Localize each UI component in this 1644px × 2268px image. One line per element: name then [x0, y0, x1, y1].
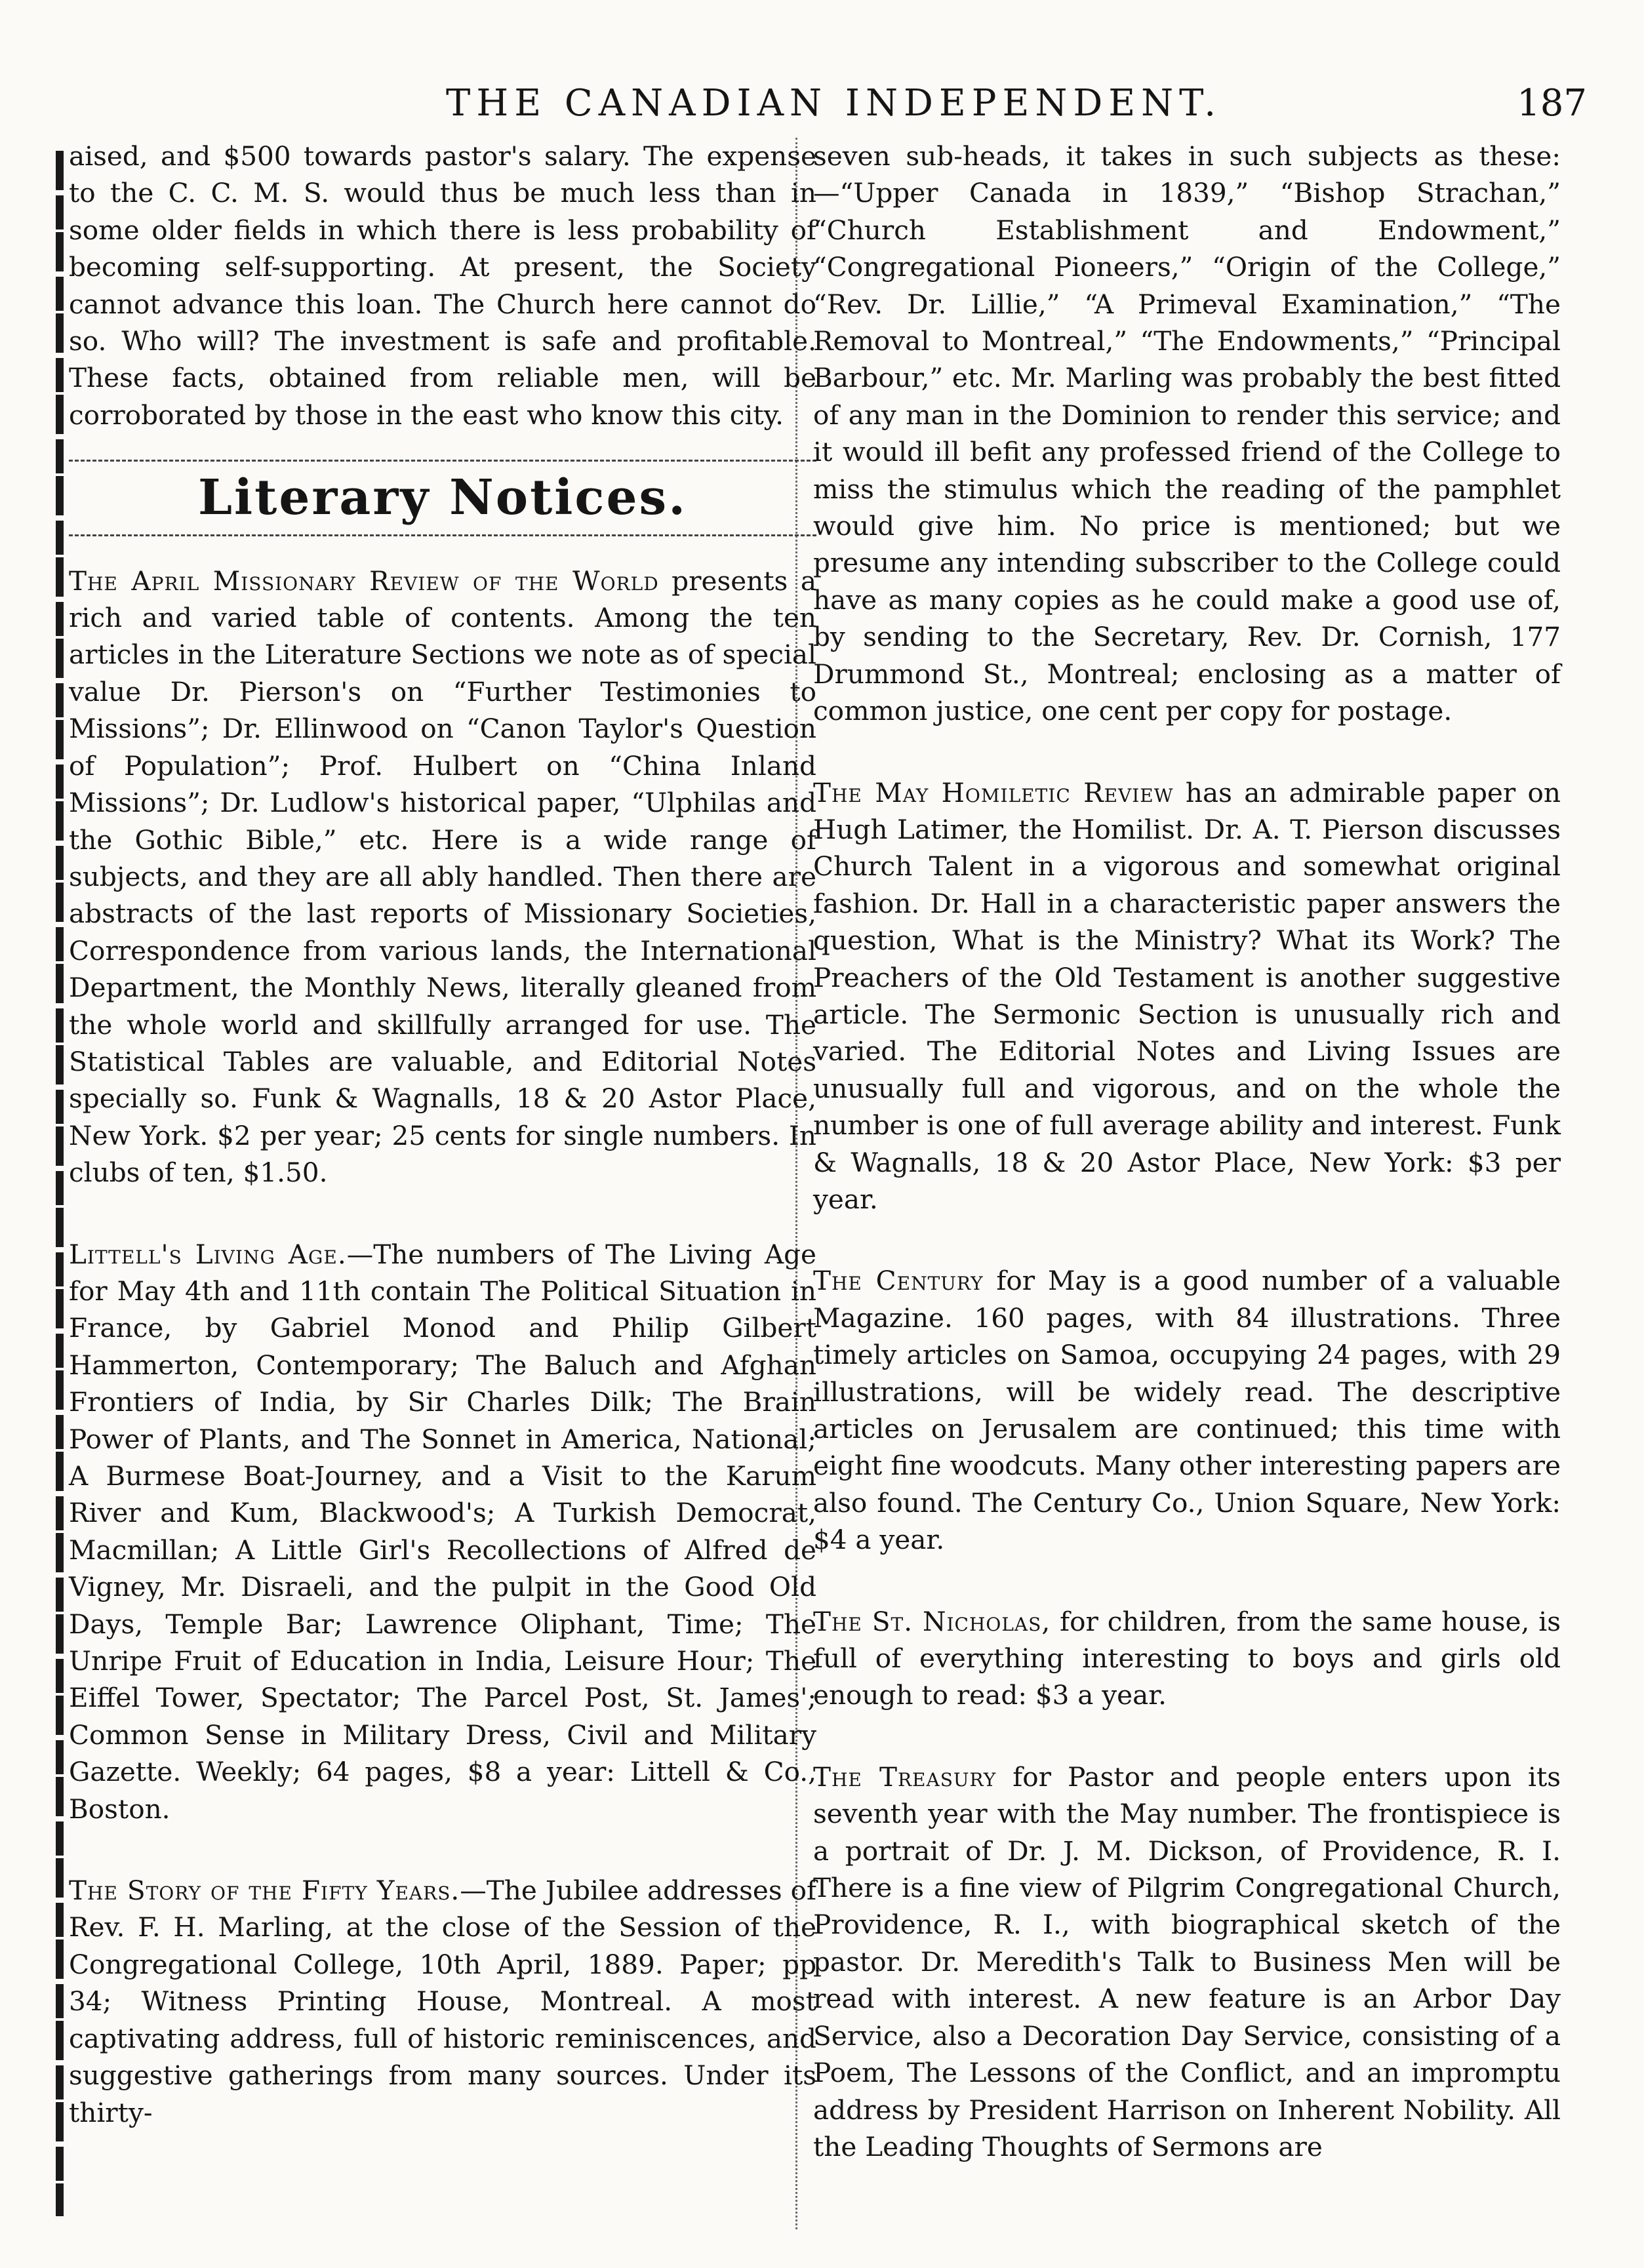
review-lead: The St. Nicholas,	[813, 1605, 1051, 1637]
rule-top	[69, 460, 816, 462]
rule-bottom	[69, 534, 816, 536]
continuation-paragraph: seven sub-heads, it takes in such subjects as these:—“Upper Canada in 1839,” “Bishop Strachan,” “Church Establishment and Endowment,” “Congregational Pioneers,” “Origin of the College,” “Rev. Dr. Lillie,” “A Primeval Examination,” “The Removal to Montreal,” “The Endowments,” “Principal Barbour,” etc. Mr. Marling was probably the best fitted of any man in the Dominion to render this service; and it would ill befit any professed friend of the College to miss the stimulus which the reading of the pamphlet would give him. No price is mentioned; but we presume any intending subscriber to the College could have as many copies as he could make a good use of, by sending to the Secretary, Rev. Dr. Cornish, 177 Drummond St., Montreal; enclosing as a matter of common justice, one cent per copy for postage.	[813, 140, 1561, 727]
running-title: THE CANADIAN INDEPENDENT.	[446, 82, 1222, 125]
review-lead: The Story of the Fifty Years.	[69, 1875, 460, 1907]
review-body: for children, from the same house, is full of everything interesting to boys and girls old enough to read: $3 a year.	[813, 1605, 1561, 1711]
section-title-wrapper	[69, 469, 816, 527]
section-title: Literary Notices.	[198, 469, 687, 527]
page-number: 187	[1517, 82, 1587, 125]
review-story-of-fifty-years	[69, 1872, 816, 2131]
review-body: presents a rich and varied table of contents. Among the ten articles in the Literature Sections we note as of special value Dr. Pierson's on “Further Testimonies to Missions”; Dr. Ellinwood on “Canon Taylor's Question of Population”; Prof. Hulbert on “China Inland Missions”; Dr. Ludlow's historical paper, “Ulphilas and the Gothic Bible,” etc. Here is a wide range of subjects, and they are all ably handled. Then there are abstracts of the last reports of Missionary Societies, Correspondence from various lands, the International Department, the Monthly News, literally gleaned from the whole world and skillfully arranged for use. The Statistical Tables are valuable, and Editorial Notes specially so. Funk & Wagnalls, 18 & 20 Astor Place, New York. $2 per year; 25 cents for single numbers. In clubs of ten, $1.50.	[69, 565, 816, 1189]
review-body: for May is a good number of a valuable Magazine. 160 pages, with 84 illustrations. Three timely articles on Samoa, occupying 24 pages, with 29 illustrations, will be widely read. The descriptive articles on Jerusalem are continued; this time with eight fine woodcuts. Many other interesting papers are also found. The Century Co., Union Square, New York: $4 a year.	[813, 1265, 1561, 1556]
binding-shadow	[56, 151, 64, 2216]
right-column	[813, 138, 1561, 2165]
review-body: —The Jubilee addresses of Rev. F. H. Marling, at the close of the Session of the Congregational College, 10th April, 1889. Paper; pp 34; Witness Printing House, Montreal. A most captivating address, full of historic reminiscences, and suggestive gatherings from many sources. Under its thirty-	[69, 1875, 816, 2128]
intro-paragraph: aised, and $500 towards pastor's salary. The expense to the C. C. M. S. would thus be much less than in some older fields in which there is less probability of becoming self-supporting. At present, the Society cannot advance this loan. The Church here cannot do so. Who will? The investment is safe and profitable. These facts, obtained from reliable men, will be corroborated by those in the east who know this city.	[69, 140, 816, 431]
page-header	[39, 75, 1600, 148]
review-treasury	[813, 1759, 1561, 2165]
review-body: for Pastor and people enters upon its seventh year with the May number. The frontispiece is a portrait of Dr. J. M. Dickson, of Providence, R. I. There is a fine view of Pilgrim Congregational Church, Providence, R. I., with biographical sketch of the pastor. Dr. Meredith's Talk to Business Men will be read with interest. A new feature is an Arbor Day Service, also a Decoration Day Service, consisting of a Poem, The Lessons of the Conflict, and an impromptu address by President Harrison on Inherent Nobility. All the Leading Thoughts of Sermons are	[813, 1761, 1561, 2162]
review-lead: Littell's Living Age.	[69, 1238, 347, 1270]
review-body: —The numbers of The Living Age for May 4th and 11th contain The Political Situation in France, by Gabriel Monod and Philip Gilbert Hammerton, Contemporary; The Baluch and Afghan Frontiers of India, by Sir Charles Dilk; The Brain Power of Plants, and The Sonnet in America, National; A Burmese Boat-Journey, and a Visit to the Karum River and Kum, Blackwood's; A Turkish Democrat, Macmillan; A Little Girl's Recollections of Alfred de Vigney, Mr. Disraeli, and the pulpit in the Good Old Days, Temple Bar; Lawrence Oliphant, Time; The Unripe Fruit of Education in India, Leisure Hour; The Eiffel Tower, Spectator; The Parcel Post, St. James'; Common Sense in Military Dress, Civil and Military Gazette. Weekly; 64 pages, $8 a year: Littell & Co., Boston.	[69, 1238, 816, 1825]
left-column	[69, 138, 816, 2131]
review-homiletic-review	[813, 774, 1561, 1218]
review-lead: The Century	[813, 1265, 984, 1297]
review-lead: The April Missionary Review of the World	[69, 565, 659, 597]
review-lead: The Treasury	[813, 1761, 997, 1793]
review-century	[813, 1262, 1561, 1558]
review-body: has an admirable paper on Hugh Latimer, the Homilist. Dr. A. T. Pierson discusses Church Talent in a vigorous and somewhat original fashion. Dr. Hall in a characteristic paper answers the question, What is the Ministry? What its Work? The Preachers of the Old Testament is another suggestive article. The Sermonic Section is unusually rich and varied. The Editorial Notes and Living Issues are unusually full and vigorous, and on the whole the number is one of full average ability and interest. Funk & Wagnalls, 18 & 20 Astor Place, New York: $3 per year.	[813, 776, 1561, 1215]
review-littells-living-age	[69, 1236, 816, 1828]
review-lead: The May Homiletic Review	[813, 776, 1174, 808]
review-st-nicholas	[813, 1603, 1561, 1714]
review-missionary-review	[69, 563, 816, 1191]
